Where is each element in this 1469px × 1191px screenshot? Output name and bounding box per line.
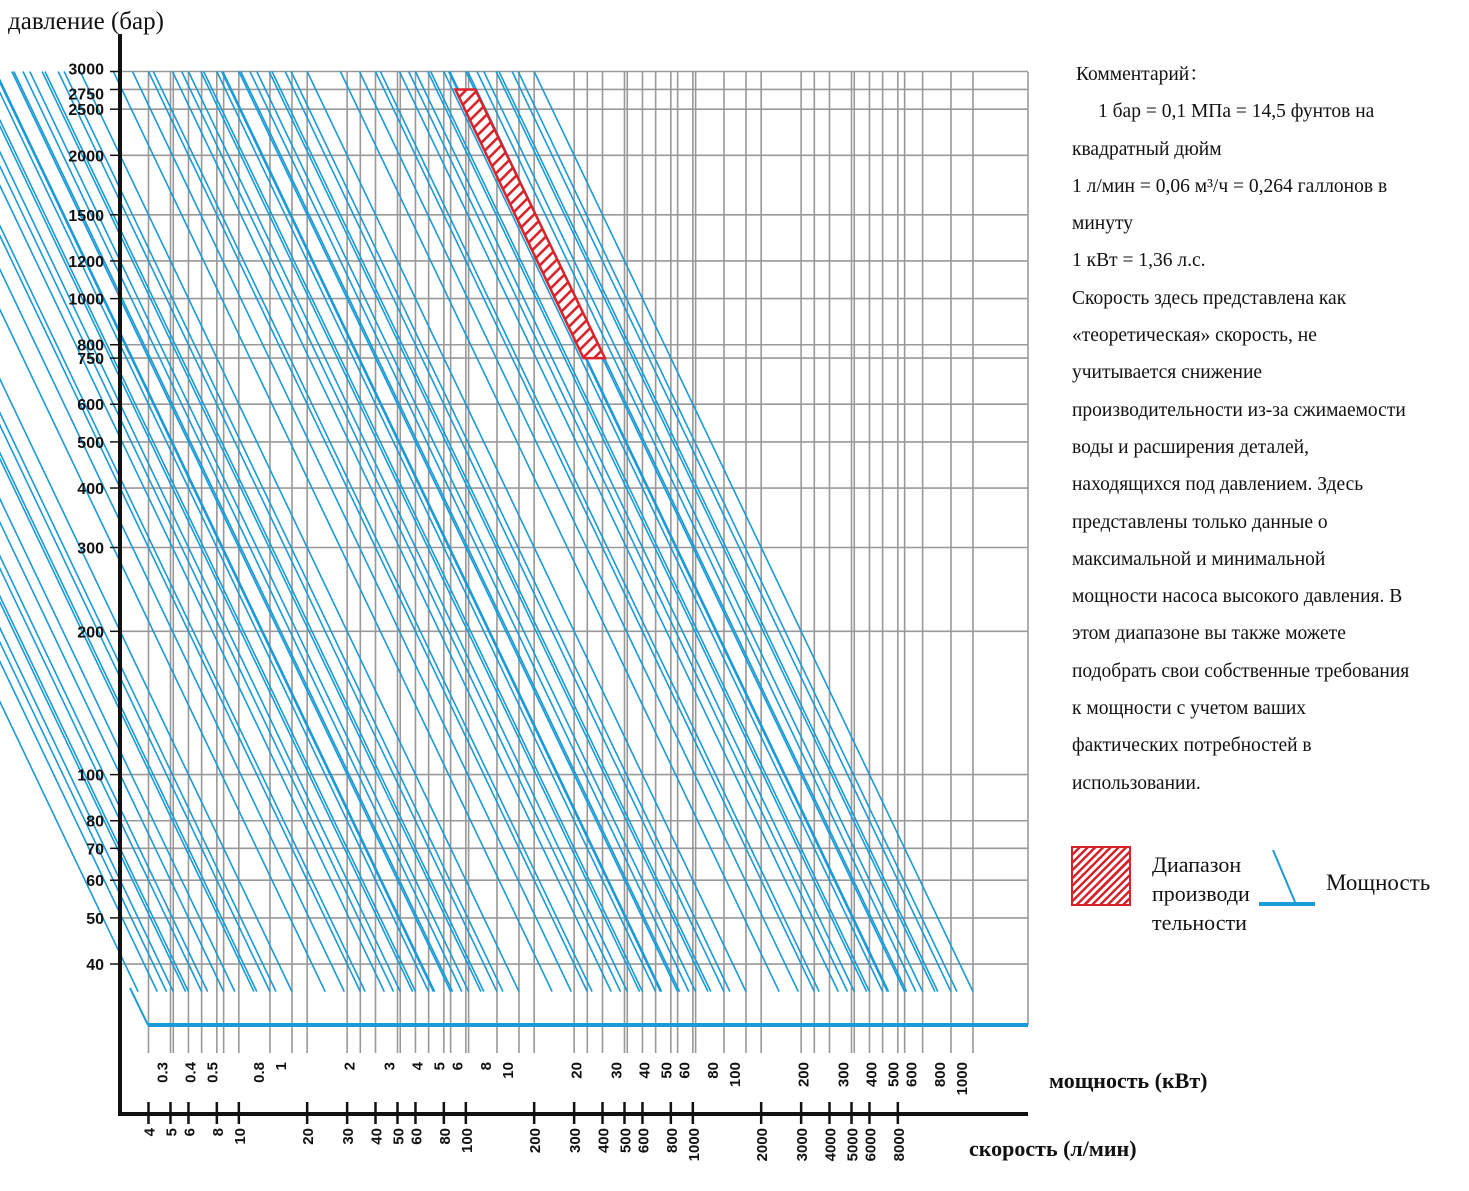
comment-line: использовании. [1072,772,1201,794]
power-tick-label: 80 [705,1062,722,1079]
x-tick-label: 8 [209,1127,227,1137]
x-tick-label: 60 [408,1128,426,1145]
y-tick-label: 400 [77,481,104,499]
legend-range-swatch [1071,846,1131,906]
x-tick-label: 200 [527,1128,545,1154]
power-line [285,72,724,992]
y-tick-label: 750 [77,351,104,369]
x-tick-label: 400 [595,1128,613,1154]
power-line [0,72,325,992]
power-tick-label: 5 [431,1061,449,1071]
x-tick-label: 300 [567,1127,585,1153]
x-tick-label: 5000 [844,1128,862,1162]
x-tick-label: 80 [436,1127,454,1145]
power-line [217,72,656,992]
comment-line: фактических потребностей в [1072,735,1312,757]
comment-line: производительности из-за сжимаемости [1072,399,1406,421]
x-tick-label: 5 [163,1128,181,1137]
y-tick-label: 2500 [68,102,104,120]
power-tick-label: 100 [727,1062,744,1088]
comment-line: находящихся под давлением. Здесь [1072,474,1364,496]
comment-line: этом диапазоне вы также можете [1072,623,1346,645]
y-tick-label: 200 [77,624,104,642]
legend-range-line: Диапазон [1152,852,1242,877]
power-tick-label: 500 [885,1061,903,1087]
power-tick-label: 0.5 [204,1061,222,1083]
y-tick-label: 1500 [68,207,104,225]
y-tick-label: 300 [77,540,104,558]
legend-range-line: производи [1152,881,1250,906]
power-tick-label: 30 [608,1062,626,1079]
power-line [257,72,696,992]
comment-line: представлены только данные о [1072,511,1328,533]
x-tick-label: 2000 [754,1128,772,1162]
y-tick-label: 500 [77,434,104,452]
power-line [0,72,384,992]
y-tick-label: 3000 [68,61,104,79]
legend-range-line: тельности [1152,910,1247,935]
x-tick-label: 10 [231,1127,249,1145]
power-tick-label: 60 [676,1061,694,1079]
power-tick-label: 1000 [954,1062,971,1096]
power-line [239,72,678,992]
legend-power-label: Мощность [1326,870,1431,895]
power-tick-label: 10 [500,1062,517,1079]
x-tick-label: 800 [663,1127,681,1153]
comment-line: Скорость здесь представлена как [1072,287,1347,309]
x-tick-label: 8000 [890,1127,908,1162]
x-tick-label: 100 [458,1127,476,1153]
power-line [444,72,883,992]
x-axis-title: скорость (л/мин) [969,1136,1137,1161]
x-tick-label: 3000 [794,1127,812,1162]
comment-line: подобрать свои собственные требования [1072,660,1410,682]
comment-line: к мощности с учетом ваших [1072,698,1307,720]
y-tick-label: 2000 [68,148,104,166]
comment-line: 1 бар = 0,1 МПа = 14,5 фунтов на [1098,101,1375,123]
power-tick-label: 200 [795,1061,813,1088]
x-tick-label: 4 [141,1128,159,1137]
y-axis-title: давление (бар) [8,8,164,35]
power-axis-title: мощность (кВт) [1049,1068,1208,1093]
power-line [45,72,484,992]
power-tick-label: 3 [381,1062,399,1071]
power-line [0,72,365,992]
power-tick-label: 6 [449,1061,467,1071]
power-line [113,72,552,992]
power-tick-label: 20 [568,1061,586,1079]
power-line [499,72,938,992]
x-tick-label: 500 [617,1128,635,1154]
comment-line: 1 кВт = 1,36 л.с. [1072,250,1206,272]
power-tick-label: 4 [409,1061,427,1071]
comment-title: Комментарий： [1076,64,1209,85]
power-tick-label: 1 [273,1062,290,1071]
power-line [415,72,854,992]
power-line [0,72,276,992]
power-line [223,72,662,992]
comment-block [1072,56,1464,802]
power-line [484,72,923,992]
power-line [340,72,779,992]
comment-line: квадратный дюйм [1072,138,1222,160]
x-tick-label: 30 [340,1127,358,1145]
comment-line: мощности насоса высокого давления. В [1072,586,1403,608]
x-tick-label: 4000 [822,1128,840,1162]
y-tick-label: 50 [86,910,104,928]
y-tick-label: 40 [86,957,104,975]
x-tick-label: 6 [181,1128,199,1137]
comment-line: 1 л/мин = 0,06 м³/ч = 0,264 галлонов в [1072,175,1388,197]
power-tick-label: 8 [478,1062,495,1071]
comment-line: максимальной и минимальной [1072,548,1326,570]
power-tick-label: 0.4 [182,1061,200,1083]
comment-line: минуту [1072,213,1133,235]
power-line [518,72,957,992]
power-line [359,72,798,992]
x-tick-label: 40 [368,1128,386,1145]
comment-line: «теоретическая» скорость, не [1072,325,1317,347]
power-baseline-tick [130,988,148,1025]
y-tick-label: 80 [86,813,104,831]
power-tick-label: 2 [341,1061,359,1071]
power-line [64,72,503,992]
power-line [132,72,571,992]
y-tick-label: 1000 [68,291,104,309]
x-tick-label: 20 [300,1128,318,1145]
comment-line: учитывается снижение [1072,362,1263,384]
y-tick-label: 600 [77,397,104,415]
power-tick-label: 0.8 [251,1062,268,1083]
y-tick-label: 100 [77,767,104,785]
power-line [272,72,711,992]
x-tick-label: 50 [390,1128,408,1145]
y-tick-label: 70 [86,841,104,859]
power-line-icon [1257,848,1317,910]
power-tick-label: 800 [932,1062,949,1088]
y-tick-label: 1200 [68,253,104,271]
power-tick-label: 600 [903,1061,921,1088]
power-tick-label: 0.3 [154,1062,172,1083]
legend-range-label [1152,850,1272,937]
power-line [58,72,497,992]
x-tick-label: 1000 [685,1127,703,1162]
power-line [512,72,951,992]
power-line [0,72,224,992]
y-tick-label: 60 [86,873,104,891]
x-tick-label: 600 [635,1128,653,1154]
y-tick-label: 800 [77,337,104,355]
comment-line: воды и расширения деталей, [1072,436,1309,458]
power-tick-label: 50 [658,1061,676,1079]
y-tick-label: 2750 [68,86,104,104]
power-tick-label: 40 [636,1061,654,1079]
x-tick-label: 6000 [862,1128,880,1162]
power-tick-label: 300 [835,1062,853,1088]
power-tick-label: 400 [863,1061,881,1087]
power-line [291,72,730,992]
